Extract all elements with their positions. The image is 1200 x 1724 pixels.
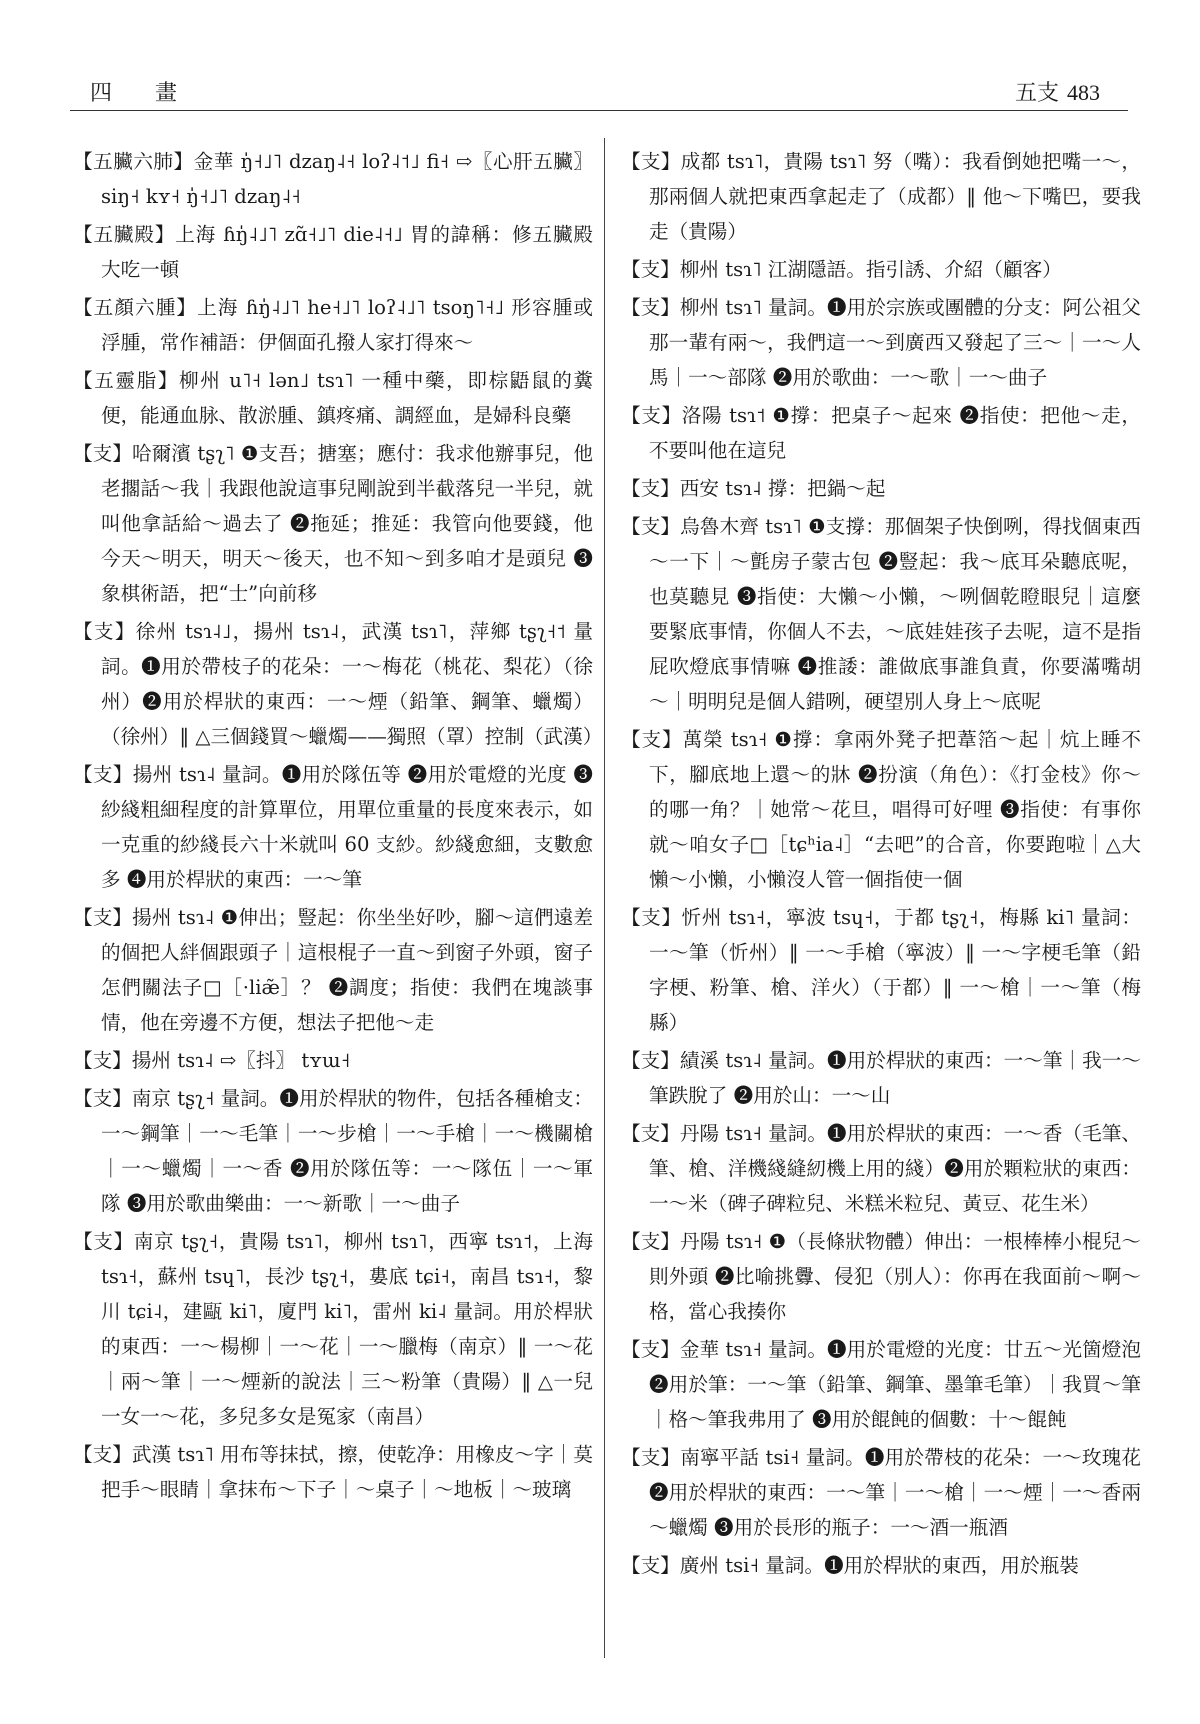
dictionary-entry: 【支】成都 tsɿ˥，貴陽 tsɿ˥ 努（嘴）：我看倒她把嘴一～，那兩個人就把東西拿起走了（成都）‖ 他～下嘴巴，要我走（貴陽） [621, 150, 1141, 243]
dictionary-entry: 【五靈脂】柳州 u˥˧ lən˩ tsɿ˥ 一種中藥，即棕鼯鼠的糞便，能通血脉、散淤腫、鎮疼痛、調經血，是婦科良藥 [73, 369, 593, 427]
dictionary-entry: 【支】西安 tsɿ˨ 撐：把鍋～起 [621, 477, 886, 500]
column-divider [604, 138, 605, 1658]
dictionary-entry: 【支】丹陽 tsɿ˧ ❶（長條狀物體）伸出：一根棒棒小棍兒～則外頭 ❷比喻挑釁、侵犯（別人）：你再在我面前～啊～格，當心我揍你 [621, 1230, 1141, 1323]
dictionary-entry: 【五顏六腫】上海 ɦŋ̍˨˩˥ he˧˩˥ loʔ˨˩˥ tsoŋ˥˧˩ 形容腫或浮腫，常作補語：伊個面孔撥人家打得來～ [73, 296, 593, 354]
dictionary-entry: 【五臟殿】上海 ɦŋ̍˨˩˥ zɑ̃˧˩˥ die˨˧˩ 胃的諱稱：修五臟殿大吃一頓 [73, 223, 593, 281]
dictionary-entry: 【支】武漢 tsɿ˥ 用布等抹拭，擦，使乾净：用橡皮～字｜莫把手～眼睛｜拿抹布～下子｜～桌子｜～地板｜～玻璃 [73, 1443, 593, 1501]
dictionary-entry: 【支】洛陽 tsɿ˦ ❶撐：把桌子～起來 ❷指使：把他～走，不要叫他在這兒 [621, 404, 1141, 462]
page-header [70, 62, 1128, 111]
dictionary-entry: 【支】忻州 tsɿ˧，寧波 tsɥ˧，于都 tʂʅ˧，梅縣 ki˥ 量詞：一～筆（忻州）‖ 一～手槍（寧波）‖ 一～字梗毛筆（鉛字梗、粉筆、槍、洋火）（于都）‖ 一～槍｜一～筆（梅縣） [621, 906, 1141, 1034]
running-head-label: 五支 [1014, 81, 1059, 106]
dictionary-entry: 【支】揚州 tsɿ˨ ⇨〖抖〗 tʏɯ˧ [73, 1049, 351, 1072]
running-head [1015, 76, 1100, 107]
dictionary-entry: 【支】績溪 tsɿ˨ 量詞。❶用於桿狀的東西：一～筆｜我一～筆跌脫了 ❷用於山：一～山 [621, 1049, 1141, 1107]
dictionary-entry: 【支】烏魯木齊 tsɿ˥ ❶支撐：那個架子快倒咧，得找個東西～一下｜～氈房子蒙古包 ❷豎起：我～底耳朵聽底呢，也莫聽見 ❸指使：大懶～小懶，～咧個乾瞪眼兒｜這麼要緊底事情，你個人不去，～底娃娃孩子去呢，這不是指屁吹燈底事情嘛 ❹推諉：誰做底事誰負責，你要滿嘴胡～｜明明兒是個人錯咧，硬望別人身上～底呢 [621, 515, 1141, 713]
dictionary-entry: 【支】哈爾濱 tʂʅ˥ ❶支吾；搪塞；應付：我求他辦事兒，他老擱話～我｜我跟他說這事兒剛說到半截落兒一半兒，就叫他拿話給～過去了 ❷拖延；推延：我管向他要錢，他今天～明天，明天～後天，也不知～到多咱才是頭兒 ❸象棋術語，把“士”向前移 [73, 442, 593, 605]
right-column [621, 144, 1141, 1586]
dictionary-entry: 【支】揚州 tsɿ˨ ❶伸出；豎起：你坐坐好吵，腳～這們遠差的個把人絆個跟頭子｜這根棍子一直～到窗子外頭，窗子怎們關法子□［·liæ̃］？ ❷調度；指使：我們在塊談事情，他在旁邊不方便，想法子把他～走 [73, 906, 593, 1034]
dictionary-entry: 【支】萬榮 tsɿ˧ ❶撐：拿兩外凳子把葦箔～起｜炕上睡不下，腳底地上還～的牀 ❷扮演（角色）：《打金枝》你～的哪一角？｜她常～花旦，唱得可好哩 ❸指使：有事你就～咱女子□［tɕʰia˨］“去吧”的合音，你要跑啦｜△大懶～小懶，小懶沒人管一個指使一個 [621, 728, 1141, 891]
dictionary-entry: 【支】南京 tʂʅ˧，貴陽 tsɿ˥，柳州 tsɿ˥，西寧 tsɿ˦，上海 tsɿ˧，蘇州 tsɥ˥，長沙 tʂʅ˧，婁底 tɕi˧，南昌 tsɿ˧，黎川 tɕi˨，建甌 ki˥，廈門 ki˥，雷州 ki˨ 量詞。用於桿狀的東西：一～楊柳｜一～花｜一～臘梅（南京）‖ 一～花｜兩～筆｜一～煙新的說法｜三～粉筆（貴陽）‖ △一兒一女一～花，多兒多女是冤家（南昌） [73, 1230, 593, 1428]
dictionary-entry: 【支】金華 tsɿ˧ 量詞。❶用於電燈的光度：廿五～光箇燈泡 ❷用於筆：一～筆（鉛筆、鋼筆、墨筆毛筆）｜我買～筆｜格～筆我弗用了 ❸用於餛飩的個數：十～餛飩 [621, 1338, 1141, 1431]
dictionary-entry: 【支】南京 tʂʅ˧ 量詞。❶用於桿狀的物件，包括各種槍支：一～鋼筆｜一～毛筆｜一～步槍｜一～手槍｜一～機關槍｜一～蠟燭｜一～香 ❷用於隊伍等：一～隊伍｜一～軍隊 ❸用於歌曲樂曲：一～新歌｜一～曲子 [73, 1087, 593, 1215]
dictionary-entry: 【支】揚州 tsɿ˨ 量詞。❶用於隊伍等 ❷用於電燈的光度 ❸紗綫粗細程度的計算單位，用單位重量的長度來表示，如一克重的紗綫長六十米就叫 60 支紗。紗綫愈細，支數愈多 ❹用於桿狀的東西：一～筆 [73, 763, 593, 891]
left-column [73, 144, 603, 1510]
dictionary-entry: 【支】丹陽 tsɿ˧ 量詞。❶用於桿狀的東西：一～香（毛筆、筆、槍、洋機綫縫紉機上用的綫）❷用於顆粒狀的東西：一～米（碑子碑粒兒、米糕米粒兒、黃豆、花生米） [621, 1122, 1141, 1215]
dictionary-entry: 【支】徐州 tsɿ˨˩，揚州 tsɿ˨，武漢 tsɿ˥，萍鄉 tʂʅ˧˦ 量詞。❶用於帶枝子的花朵：一～梅花（桃花、梨花）（徐州）❷用於桿狀的東西：一～煙（鉛筆、鋼筆、蠟燭）（徐州）‖ △三個錢買～蠟燭——獨照（罩）控制（武漢） [73, 620, 603, 748]
dictionary-entry: 【支】廣州 tsi˧ 量詞。❶用於桿狀的東西，用於瓶裝 [621, 1554, 1079, 1577]
dictionary-entry: 【五臟六肺】金華 ŋ̍˧˩˥ dzaŋ˨˧ loʔ˨˦˩ fi˧ ⇨〖心肝五臟〗 siŋ˧ kʏ˧ ŋ̍˧˩˥ dzaŋ˨˧ [73, 150, 593, 208]
dictionary-entry: 【支】柳州 tsɿ˥ 量詞。❶用於宗族或團體的分支：阿公祖父那一輩有兩～，我們這一～到廣西又發起了三～｜一～人馬｜一～部隊 ❷用於歌曲：一～歌｜一～曲子 [621, 296, 1141, 389]
section-title: 四 畫 [90, 81, 195, 106]
dictionary-entry: 【支】柳州 tsɿ˥ 江湖隱語。指引誘、介紹（顧客） [621, 258, 1062, 281]
page-number: 483 [1067, 80, 1100, 105]
dictionary-entry: 【支】南寧平話 tsi˧ 量詞。❶用於帶枝的花朵：一～玫瑰花 ❷用於桿狀的東西：一～筆｜一～槍｜一～煙｜一～香兩～蠟燭 ❸用於長形的瓶子：一～酒一瓶酒 [621, 1446, 1141, 1539]
